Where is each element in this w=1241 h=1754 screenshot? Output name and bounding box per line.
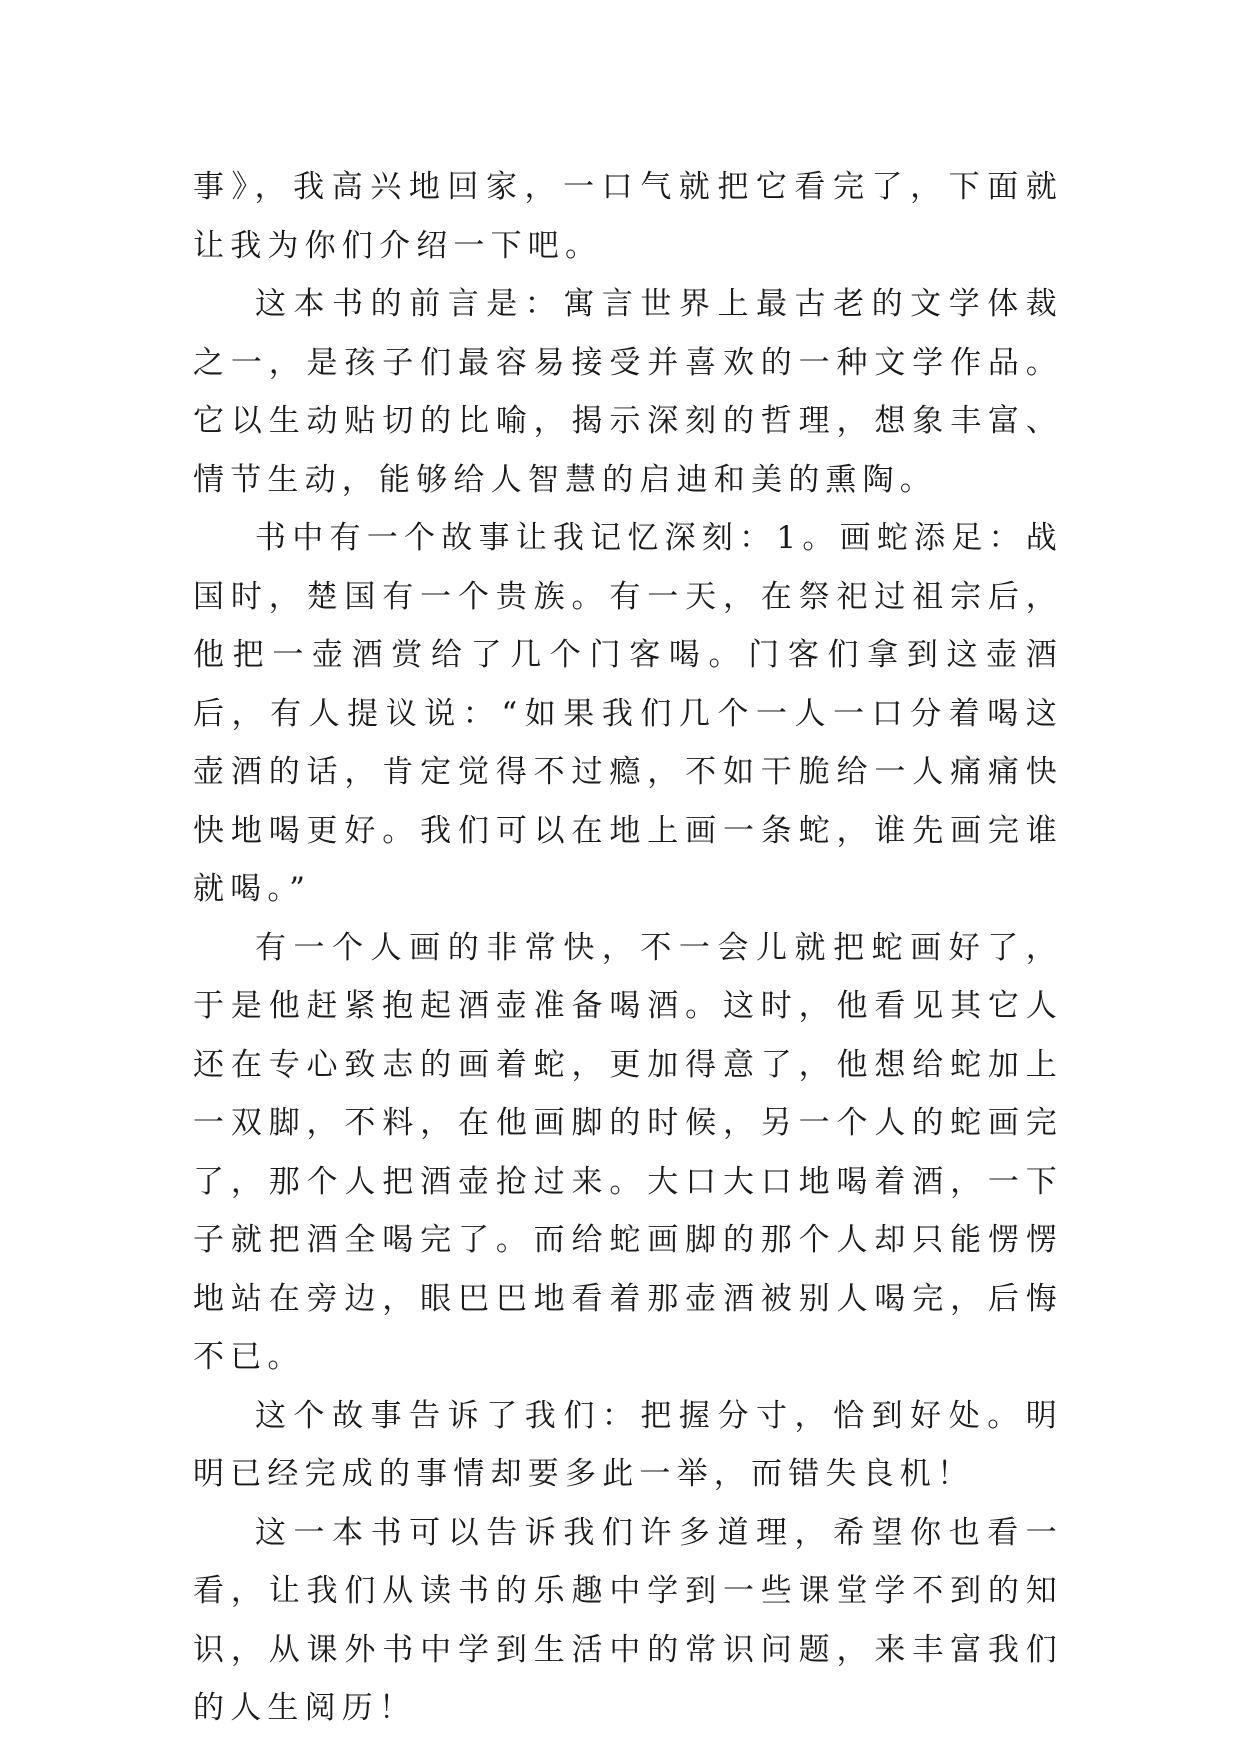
- paragraph-5: 这个故事告诉了我们：把握分寸，恰到好处。明明已经完成的事情却要多此一举，而错失良机！: [193, 1397, 1063, 1492]
- paragraph-1: 事》，我高兴地回家，一口气就把它看完了，下面就让我为你们介绍一下吧。: [193, 169, 1063, 264]
- document-body: [193, 158, 1063, 1738]
- paragraph-3: 书中有一个故事让我记忆深刻：1。画蛇添足：战国时，楚国有一个贵族。有一天，在祭祀过祖宗后，他把一壶酒赏给了几个门客喝。门客们拿到这壶酒后，有人提议说：“如果我们几个一人一口分着喝这壶酒的话，肯定觉得不过瘾，不如干脆给一人痛痛快快地喝更好。我们可以在地上画一条蛇，谁先画完谁就喝。”: [193, 520, 1063, 907]
- paragraph-2: 这本书的前言是：寓言世界上最古老的文学体裁之一，是孩子们最容易接受并喜欢的一种文学作品。它以生动贴切的比喻，揭示深刻的哲理，想象丰富、情节生动，能够给人智慧的启迪和美的熏陶。: [193, 286, 1063, 498]
- paragraph-4: 有一个人画的非常快，不一会儿就把蛇画好了，于是他赶紧抱起酒壶准备喝酒。这时，他看见其它人还在专心致志的画着蛇，更加得意了，他想给蛇加上一双脚，不料，在他画脚的时候，另一个人的蛇画完了，那个人把酒壶抢过来。大口大口地喝着酒，一下子就把酒全喝完了。而给蛇画脚的那个人却只能愣愣地站在旁边，眼巴巴地看着那壶酒被别人喝完，后悔不已。: [193, 929, 1063, 1375]
- paragraph-6: 这一本书可以告诉我们许多道理，希望你也看一看，让我们从读书的乐趣中学到一些课堂学不到的知识，从课外书中学到生活中的常识问题，来丰富我们的人生阅历！: [193, 1514, 1063, 1726]
